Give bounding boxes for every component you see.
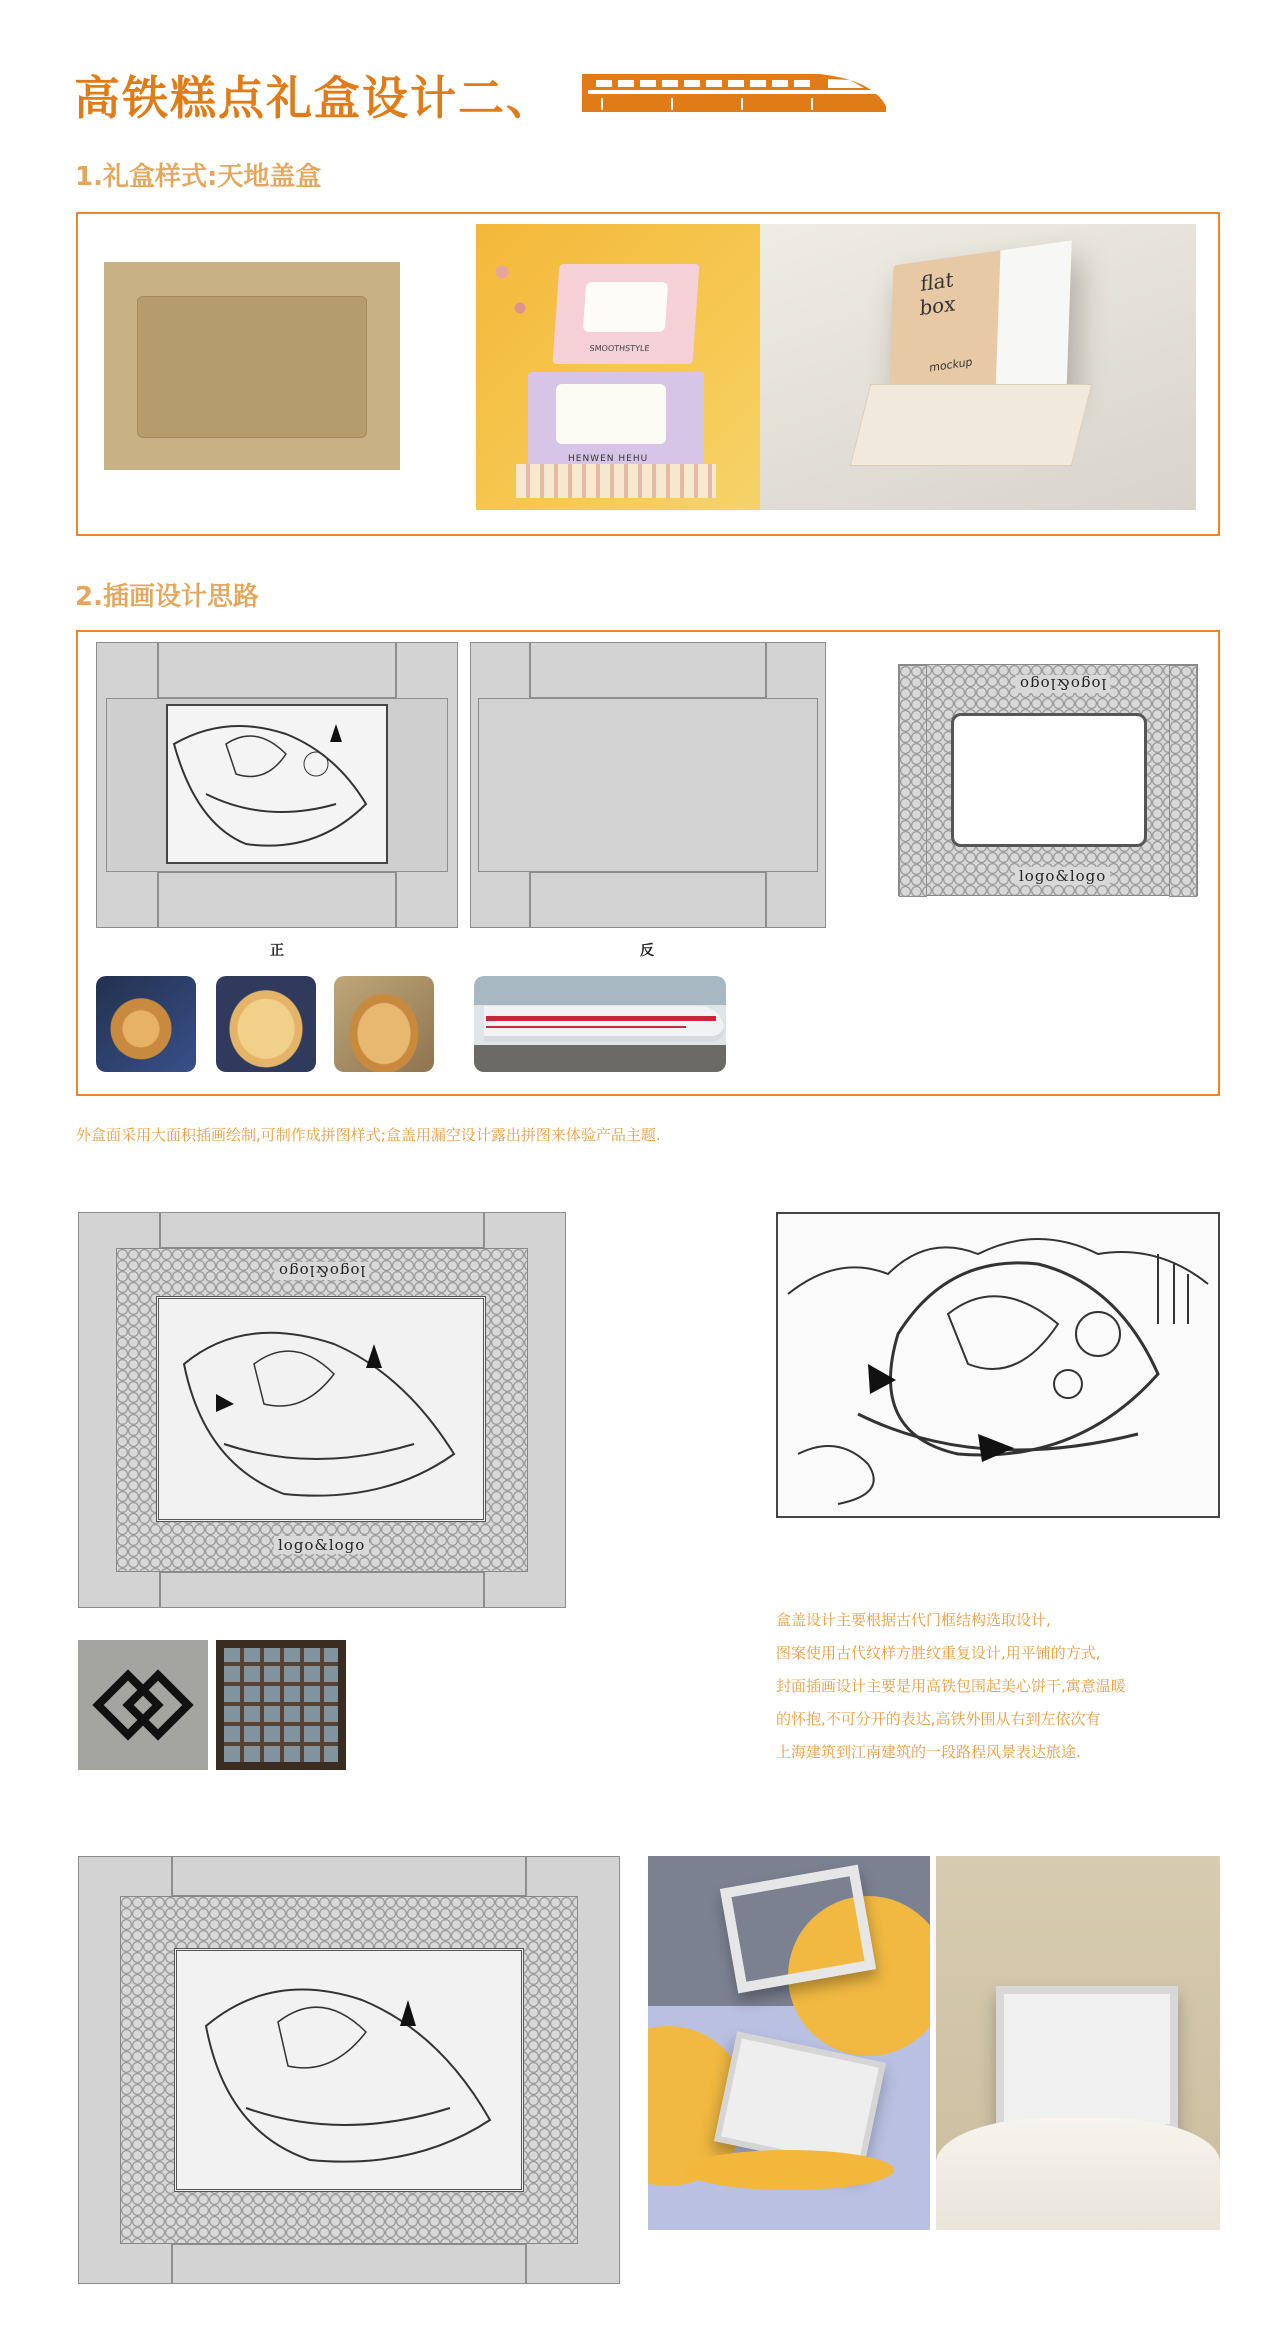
- section-heading-illustration: 2.插画设计思路: [75, 582, 259, 612]
- description-line-3: 封面插画设计主要是用高铁包围起美心饼干,寓意温暖: [776, 1677, 1126, 1695]
- sketch-illustration-front: [166, 704, 388, 864]
- lid-full-design: [78, 1212, 566, 1608]
- lid-window-design: [898, 664, 1198, 896]
- flatbox-word-2: box: [919, 290, 956, 321]
- cover-illustration-sketch: [776, 1212, 1220, 1518]
- description-line-5: 上海建筑到江南建筑的一段路程风景表达旅途.: [776, 1743, 1081, 1761]
- description-line-2: 图案使用古代纹样方胜纹重复设计,用平铺的方式,: [776, 1644, 1101, 1662]
- page-title: 高铁糕点礼盒设计二、: [74, 71, 554, 125]
- pastry-photo-3: [334, 976, 434, 1072]
- mockup-scene-floating: [648, 1856, 930, 2230]
- description-line-4: 的怀抱,不可分开的表达,高铁外围从右到左依次有: [776, 1710, 1101, 1728]
- box-lid-flat-illustration: [104, 262, 400, 470]
- high-speed-train-photo: [474, 976, 726, 1072]
- flatbox-word-1: flat: [920, 267, 954, 297]
- box-brand-text-1: SMOOTHSTYLE: [589, 344, 650, 353]
- section-heading-box-style: 1.礼盒样式:天地盖盒: [75, 162, 322, 192]
- label-back: 反: [640, 943, 654, 959]
- lid-logo-top: logo&logo: [1015, 675, 1110, 693]
- full-lid-logo-top: logo&logo: [274, 1262, 369, 1280]
- box-mockup-photo-pink: [476, 224, 760, 510]
- description-line-1: 盒盖设计主要根据古代门框结构选取设计,: [776, 1611, 1051, 1629]
- box-mockup-photo-flatbox: [760, 224, 1196, 510]
- flatbox-word-3: mockup: [929, 355, 973, 375]
- pastry-photo-2: [216, 976, 316, 1072]
- pastry-photo-1: [96, 976, 196, 1072]
- fangsheng-pattern-icon: [78, 1640, 208, 1770]
- illustration-caption: 外盒面采用大面积插画绘制,可制作成拼图样式;盒盖用漏空设计露出拼图来体验产品主题.: [76, 1126, 661, 1144]
- lid-logo-bottom: logo&logo: [1015, 867, 1110, 885]
- full-lid-logo-bottom: logo&logo: [274, 1536, 369, 1554]
- design-description: [776, 1604, 1126, 1769]
- dieline-back: [470, 642, 826, 928]
- train-icon: [582, 66, 888, 114]
- box-brand-text-2: HENWEN HEHU: [568, 454, 649, 464]
- mockup-scene-pedestal: [936, 1856, 1220, 2230]
- final-dieline: [78, 1856, 620, 2284]
- ancient-door-frame-photo: [216, 1640, 346, 1770]
- label-front: 正: [270, 943, 284, 959]
